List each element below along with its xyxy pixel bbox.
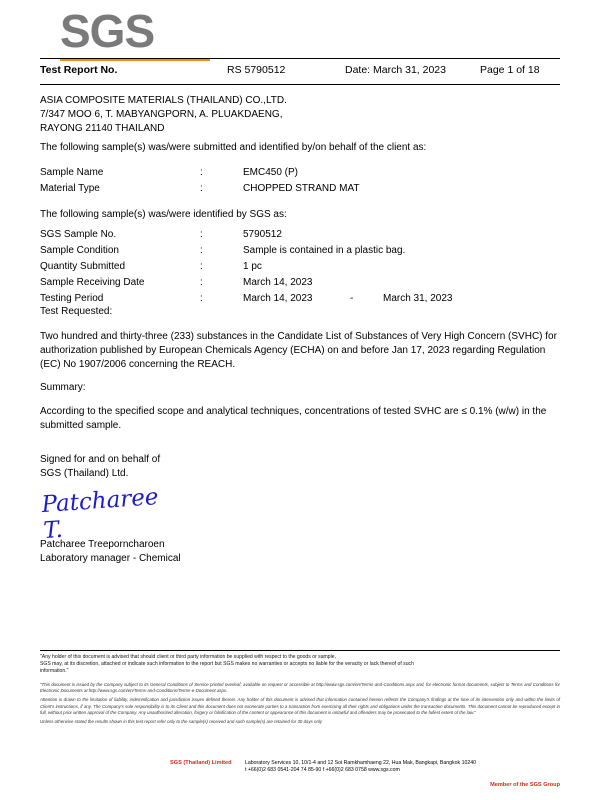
logo-text: SGS (60, 5, 155, 57)
row-colon: : (200, 183, 203, 194)
report-no-value: RS 5790512 (227, 64, 286, 76)
test-requested-body (40, 330, 560, 372)
summary-line-2: submitted sample. (40, 420, 122, 431)
signed-line-1: Signed for and on behalf of (40, 454, 161, 465)
footer-disclaimer (40, 654, 560, 676)
footer-legal-terms (40, 682, 560, 728)
row-key: Sample Receiving Date (40, 277, 145, 288)
table-row (40, 181, 560, 197)
row-colon: : (200, 277, 203, 288)
row-key: Material Type (40, 183, 100, 194)
summary-heading: Summary: (40, 382, 86, 393)
signed-line-2: SGS (Thailand) Ltd. (40, 468, 129, 479)
footer-note-line-3: information." (40, 668, 69, 675)
signatory-position: Laboratory manager - Chemical (40, 553, 181, 564)
lab-address-line-1: Laboratory Services 10, 10/1-4 and 12 Soi Ramkhamhaeng 22, Hua Mak, Bangkapi, Bangkok 10240 (245, 760, 476, 766)
legal-paragraph: "This document is issued by the Company subject to its General Conditions of Service printed overleaf, available on request or accessible at http://www.sgs.com/en/Terms-and-Conditions.aspx and, for electronic format documents, subject to Terms and Conditions for Electronic Documents at http://www.sgs.com/en/Terms-and-Conditions/Terms-e-Document.aspx. (40, 682, 560, 694)
row-value: Sample is contained in a plastic bag. (243, 245, 406, 256)
client-line-1: ASIA COMPOSITE MATERIALS (THAILAND) CO.,LTD. (40, 95, 287, 106)
row-dash: - (350, 293, 354, 304)
row-colon: : (200, 229, 203, 240)
submitted-intro: The following sample(s) was/were submitted and identified by/on behalf of the client as: (40, 142, 427, 153)
row-key: SGS Sample No. (40, 229, 117, 240)
report-no-label: Test Report No. (40, 64, 118, 76)
row-value: 5790512 (243, 229, 282, 240)
table-row (40, 259, 560, 275)
test-requested-line-3: (EC) No 1907/2006 concerning the REACH. (40, 359, 236, 370)
report-date: Date: March 31, 2023 (345, 64, 446, 76)
row-value-end: March 31, 2023 (383, 293, 453, 304)
signed-for-block (40, 453, 560, 481)
row-colon: : (200, 293, 203, 304)
row-key: Sample Name (40, 167, 104, 178)
identified-intro: The following sample(s) was/were identified by SGS as: (40, 209, 287, 220)
row-value: CHOPPED STRAND MAT (243, 183, 360, 194)
table-row (40, 275, 560, 291)
client-line-2: 7/347 MOO 6, T. MABYANGPORN, A. PLUAKDAENG, (40, 109, 283, 120)
sample-identification-table (40, 165, 560, 197)
handwritten-signature: Patcharee T. (40, 484, 160, 545)
member-of-sgs-group: Member of the SGS Group (490, 782, 560, 788)
divider-top (40, 58, 560, 59)
legal-paragraph: Attention is drawn to the limitation of liability, indemnification and jurisdiction issues defined therein. Any holder of this document is advised that information contained hereon reflects the Company's findings at the time of its intervention only and within the limits of Client's instructions, if any. The Company's sole responsibility is to its Client and this document does not exonerate parties to a transaction from exercising all their rights and obligations under the transaction documents. This document cannot be reproduced except in full, without prior written approval of the Company. Any unauthorized alteration, forgery or falsification of the content or appearance of this document is unlawful and offenders may be prosecuted to the fullest extent of the law." (40, 697, 560, 715)
sgs-identification-table (40, 227, 560, 307)
row-value: EMC450 (P) (243, 167, 299, 178)
row-colon: : (200, 261, 203, 272)
row-value: March 14, 2023 (243, 293, 313, 304)
row-key: Sample Condition (40, 245, 119, 256)
row-key: Quantity Submitted (40, 261, 126, 272)
summary-line-1: According to the specified scope and analytical techniques, concentrations of tested SVHC are ≤ 0.1% (w/w) in the (40, 406, 547, 417)
page-number: Page 1 of 18 (480, 64, 540, 76)
row-value: 1 pc (243, 261, 262, 272)
footer-divider (40, 650, 560, 651)
table-row (40, 243, 560, 259)
lab-address-line-2[interactable]: t +66(0)2 683 0541-204 74 85-90 f +66(0)2 683 0758 www.sgs.com (245, 767, 400, 773)
legal-paragraph: Unless otherwise stated the results shown in this test report refer only to the sample(s) received and such sample(s) are retained for 30 days only (40, 719, 323, 725)
row-colon: : (200, 245, 203, 256)
test-requested-line-1: Two hundred and thirty-three (233) substances in the Candidate List of Substances of Very High Concern (SVHC) for (40, 331, 557, 342)
test-requested-line-2: authorization published by European Chemicals Agency (ECHA) on and before Jan 17, 2023 regarding Regulation (40, 345, 546, 356)
client-line-3: RAYONG 21140 THAILAND (40, 123, 165, 134)
sgs-logo (60, 5, 230, 57)
table-row (40, 165, 560, 181)
row-colon: : (200, 167, 203, 178)
signatory-name: Patcharee Treeporncharoen (40, 539, 165, 550)
row-key: Testing Period (40, 293, 104, 304)
footer-note-line-2: SGS may, at its discretion, attached or indicate such information to the report but SGS makes no warranties or accepts no liable for the veracity or lack thereof of such (40, 661, 414, 668)
footer-note-line-1: "Any holder of this document is advised that should client or third party information be supplied with respect to the goods or sample, (40, 654, 336, 660)
row-value: March 14, 2023 (243, 277, 313, 288)
divider-under-title (40, 84, 560, 85)
summary-body (40, 405, 560, 433)
table-row (40, 227, 560, 243)
client-address (40, 94, 287, 136)
test-requested-heading: Test Requested: (40, 306, 113, 317)
signatory-block (40, 538, 181, 566)
sgs-thailand-label: SGS (Thailand) Limited (170, 760, 232, 766)
